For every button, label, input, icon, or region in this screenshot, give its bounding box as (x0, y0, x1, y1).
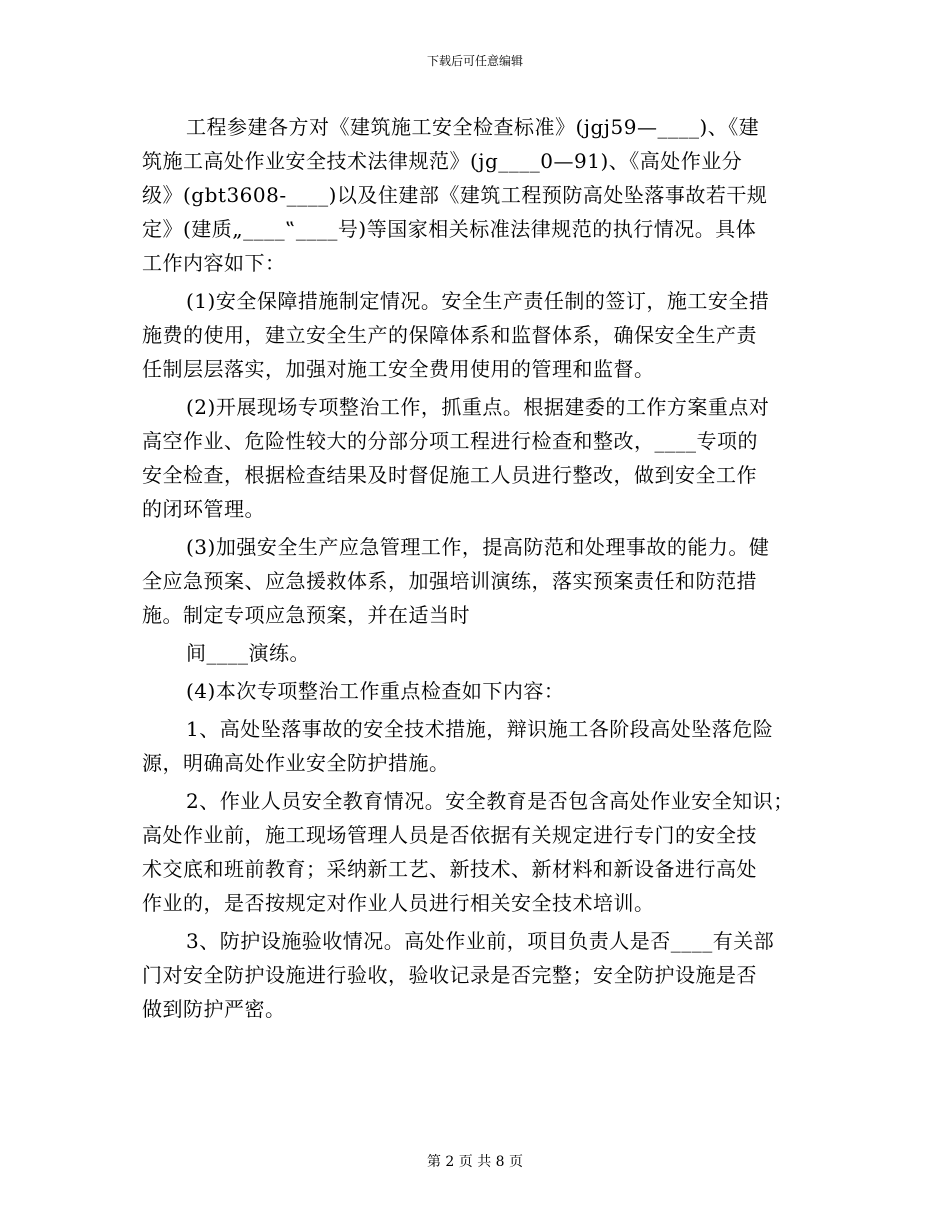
text-line: 全应急预案、应急援救体系，加强培训演练，落实预案责任和防范措 (142, 569, 757, 593)
paragraph-item-1 (142, 284, 812, 386)
text-line: 工程参建各方对《建筑施工安全检查标准》(jgj59—____)、《建 (186, 115, 760, 139)
text-line: (4)本次专项整治工作重点检查如下内容： (186, 679, 565, 703)
paragraph-intro (142, 110, 812, 280)
text-line: 安全检查，根据检查结果及时督促施工人员进行整改，做到安全工作 (142, 463, 757, 487)
text-line: 级》(gbt3608-____)以及住建部《建筑工程预防高处坠落事故若干规 (142, 183, 768, 207)
text-line: 3、防护设施验收情况。高处作业前，项目负责人是否____有关部 (186, 929, 775, 953)
paragraph-item-3 (142, 530, 812, 632)
paragraph-check-2 (142, 784, 812, 920)
text-line: 术交底和班前教育；采纳新工艺、新技术、新材料和新设备进行高处 (142, 857, 757, 881)
text-line: (2)开展现场专项整治工作，抓重点。根据建委的工作方案重点对 (186, 395, 770, 419)
text-line: 做到防护严密。 (142, 997, 286, 1021)
paragraph-check-3 (142, 924, 812, 1026)
text-line: 源，明确高处作业安全防护措施。 (142, 751, 450, 775)
page-header: 下载后可任意编辑 (426, 54, 523, 68)
text-line: 施费的使用，建立安全生产的保障体系和监督体系，确保安全生产责 (142, 323, 757, 347)
text-line: 间____演练。 (186, 641, 310, 665)
text-line: 工作内容如下： (142, 251, 286, 275)
text-line: 1、高处坠落事故的安全技术措施，辩识施工各阶段高处坠落危险 (186, 717, 774, 741)
text-line: 高处作业前，施工现场管理人员是否依据有关规定进行专门的安全技 (142, 823, 757, 847)
paragraph-drill (142, 636, 812, 670)
text-line: 定》(建质„____‟____号)等国家相关标准法律规范的执行情况。具体 (142, 217, 757, 241)
paragraph-item-2 (142, 390, 812, 526)
paragraph-check-1 (142, 712, 812, 780)
text-line: 门对安全防护设施进行验收，验收记录是否完整；安全防护设施是否 (142, 963, 757, 987)
text-line: (3)加强安全生产应急管理工作，提高防范和处理事故的能力。健 (186, 535, 770, 559)
text-line: 任制层层落实，加强对施工安全费用使用的管理和监督。 (142, 357, 655, 381)
page-number: 第 2 页 共 8 页 (426, 1154, 524, 1170)
document-body (142, 110, 812, 1026)
text-line: (1)安全保障措施制定情况。安全生产责任制的签订，施工安全措 (186, 289, 770, 313)
text-line: 2、作业人员安全教育情况。安全教育是否包含高处作业安全知识； (186, 789, 794, 813)
paragraph-item-4 (142, 674, 812, 708)
text-line: 筑施工高处作业安全技术法律规范》(jg____0—91)、《高处作业分 (142, 149, 743, 173)
text-line: 高空作业、危险性较大的分部分项工程进行检查和整改，____专项的 (142, 429, 758, 453)
text-line: 施。制定专项应急预案，并在适当时 (142, 603, 470, 627)
text-line: 作业的，是否按规定对作业人员进行相关安全技术培训。 (142, 891, 655, 915)
text-line: 的闭环管理。 (142, 497, 265, 521)
